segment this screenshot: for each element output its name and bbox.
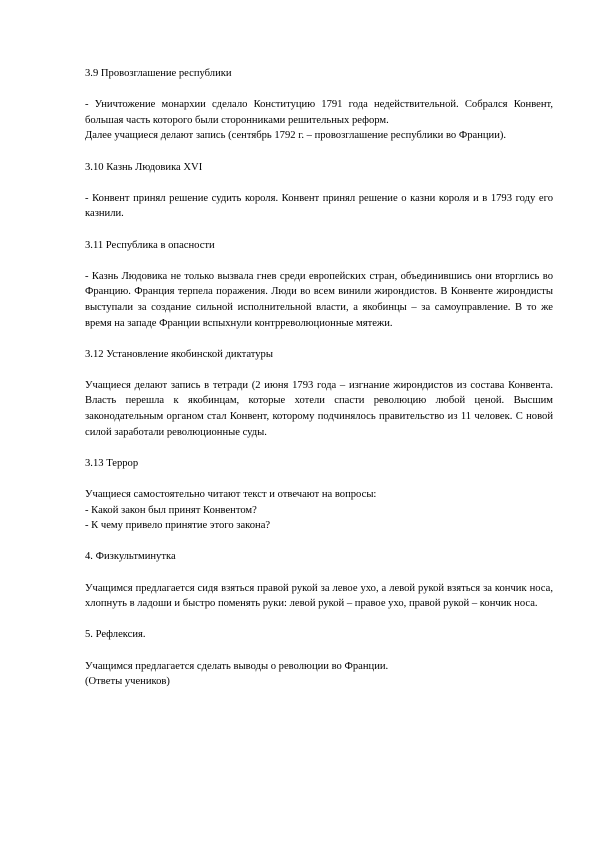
paragraph: Далее учащиеся делают запись (сентябрь 1792 г. – провозглашение республики во Франции). bbox=[85, 130, 507, 142]
section-body-3-10 bbox=[85, 191, 553, 222]
heading-3-10: 3.10 Казнь Людовика XVI bbox=[85, 161, 203, 173]
paragraph: Учащиеся делают запись в тетради (2 июня 1793 года – изгнание жирондистов из состава Конвента. Власть перешла к якобинцам, которые хотели спасти революцию любой ценой. Высшим законодательным органом стал Конвент, которому подчинялось правительство из 11 человек. С новой силой заработали революционные суды. bbox=[85, 379, 553, 438]
heading-4: 4. Физкультминутка bbox=[85, 551, 176, 563]
heading-3-9: 3.9 Провозглашение республики bbox=[85, 68, 232, 79]
paragraph: Учащиеся самостоятельно читают текст и отвечают на вопросы: bbox=[85, 489, 377, 501]
section-body-3-11 bbox=[85, 269, 553, 331]
section-body-3-13 bbox=[85, 487, 553, 534]
heading-3-12: 3.12 Установление якобинской диктатуры bbox=[85, 348, 273, 360]
heading-3-13: 3.13 Террор bbox=[85, 457, 139, 469]
document-page bbox=[85, 66, 553, 690]
question-item: - Какой закон был принят Конвентом? bbox=[85, 504, 257, 516]
question-item: - К чему привело принятие этого закона? bbox=[85, 520, 271, 532]
paragraph: Учащимся предлагается сидя взяться правой рукой за левое ухо, а левой рукой взяться за кончик носа, хлопнуть в ладоши и быстро поменять руки: левой рукой – правое ухо, правой рукой – кончик носа. bbox=[85, 582, 553, 610]
paragraph: - Конвент принял решение судить короля. Конвент принял решение о казни короля и в 1793 году его казнили. bbox=[85, 192, 553, 220]
paragraph: Учащимся предлагается сделать выводы о революции во Франции. bbox=[85, 660, 389, 672]
section-body-3-12 bbox=[85, 378, 553, 440]
section-body-5 bbox=[85, 659, 553, 690]
paragraph: - Казнь Людовика не только вызвала гнев среди европейских стран, объединившись они вторглись во Францию. Франция терпела поражения. Люди во всем винили жирондистов. В Конвенте жирондисты выступали за создание сильной исполнительной власти, а якобинцы – за самоуправление. В то же время на западе Франции вспыхнули контрреволюционные мятежи. bbox=[85, 270, 553, 329]
heading-3-11: 3.11 Республика в опасности bbox=[85, 239, 215, 251]
paragraph: - Уничтожение монархии сделало Конституцию 1791 года недействительной. Собрался Конвент, большая часть которого были сторонниками решительных реформ. bbox=[85, 99, 553, 126]
heading-5: 5. Рефлексия. bbox=[85, 629, 146, 641]
section-body-3-9 bbox=[85, 97, 553, 144]
section-body-4 bbox=[85, 581, 553, 612]
paragraph: (Ответы учеников) bbox=[85, 676, 170, 688]
